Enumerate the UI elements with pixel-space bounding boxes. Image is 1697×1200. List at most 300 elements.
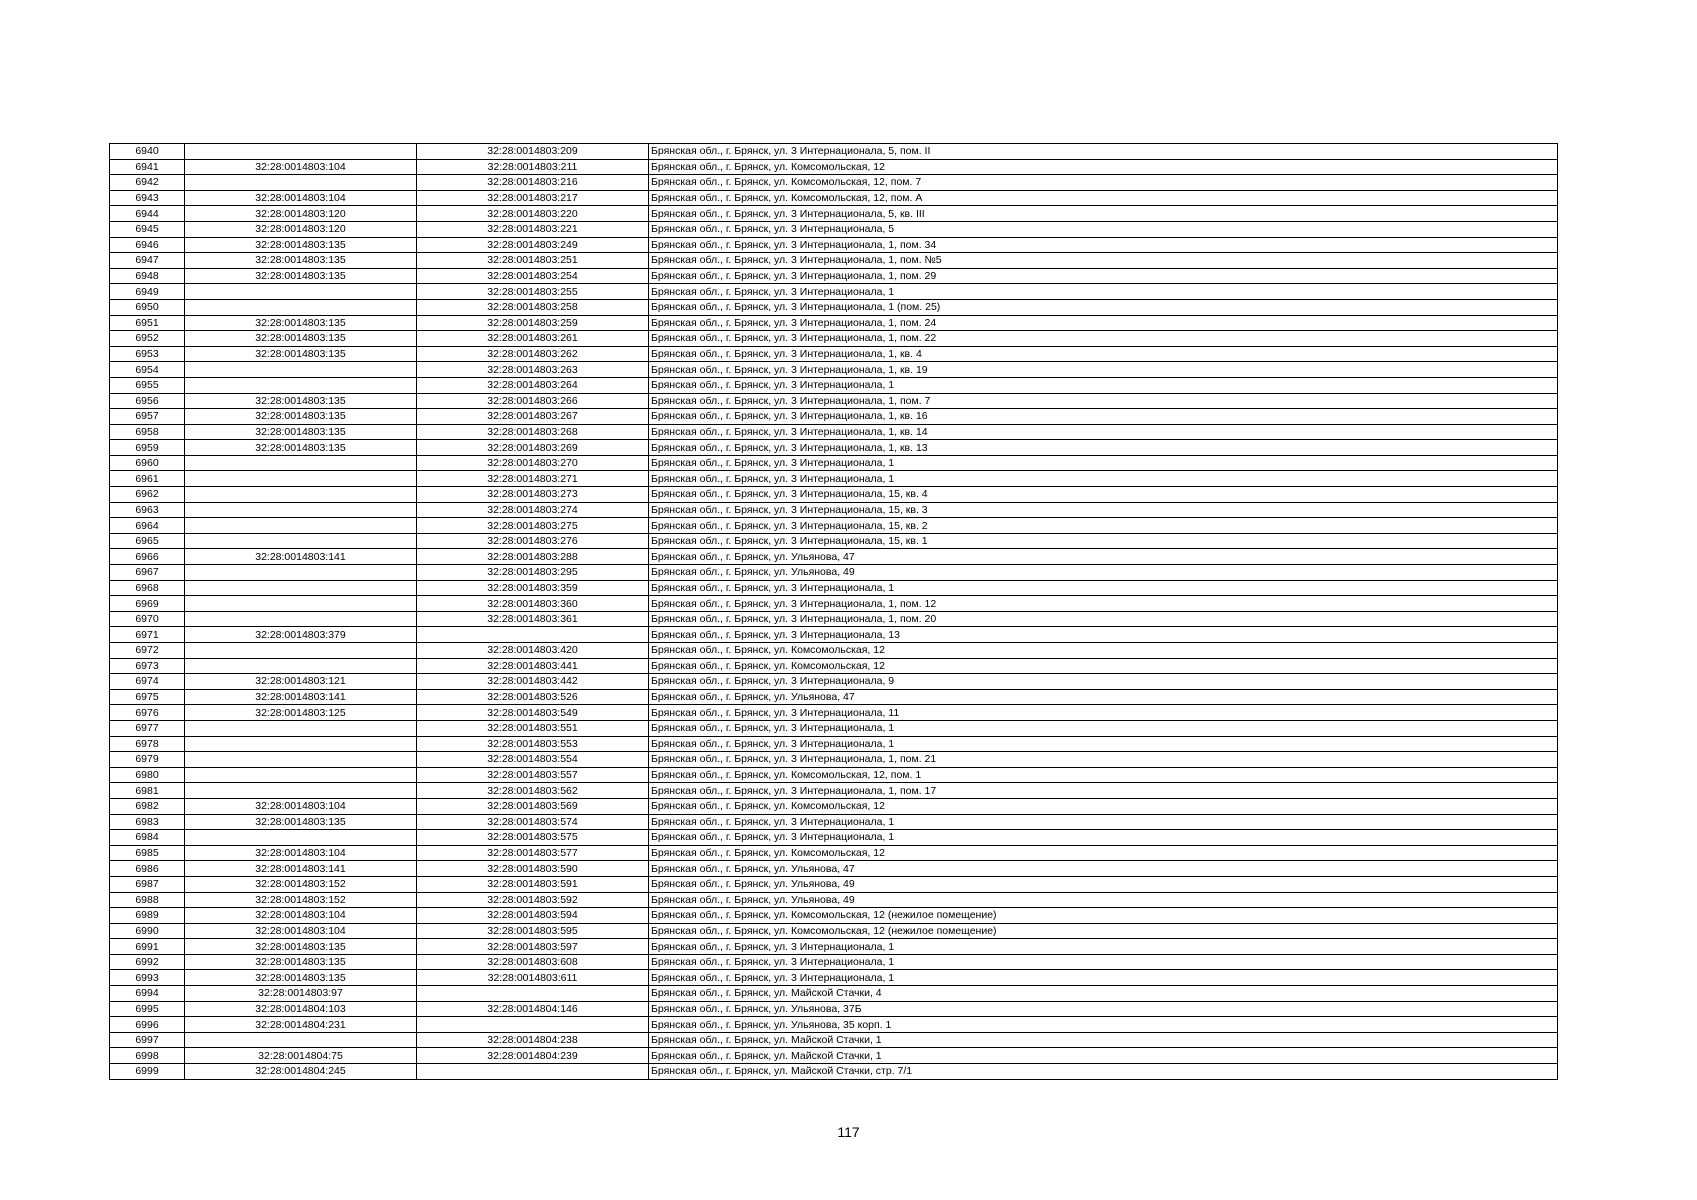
address-cell: Брянская обл., г. Брянск, ул. 3 Интернационала, 13	[649, 627, 1558, 643]
address-cell: Брянская обл., г. Брянск, ул. 3 Интернационала, 5, пом. II	[649, 144, 1558, 160]
object-number-cell: 32:28:0014803:597	[417, 939, 649, 955]
address-cell: Брянская обл., г. Брянск, ул. 3 Интернационала, 1, пом. 20	[649, 611, 1558, 627]
table-row	[110, 830, 1558, 846]
parcel-number-cell: 32:28:0014803:104	[185, 908, 417, 924]
address-cell: Брянская обл., г. Брянск, ул. Ульянова, 49	[649, 892, 1558, 908]
table-row	[110, 611, 1558, 627]
address-cell: Брянская обл., г. Брянск, ул. Комсомольская, 12, пом. 1	[649, 767, 1558, 783]
table-row	[110, 954, 1558, 970]
parcel-number-cell: 32:28:0014803:141	[185, 861, 417, 877]
address-cell: Брянская обл., г. Брянск, ул. Комсомольская, 12, пом. А	[649, 190, 1558, 206]
table-row	[110, 331, 1558, 347]
row-number-cell: 6993	[110, 970, 185, 986]
row-number-cell: 6957	[110, 409, 185, 425]
parcel-number-cell: 32:28:0014803:141	[185, 689, 417, 705]
object-number-cell: 32:28:0014803:592	[417, 892, 649, 908]
address-cell: Брянская обл., г. Брянск, ул. 3 Интернационала, 1	[649, 830, 1558, 846]
row-number-cell: 6962	[110, 487, 185, 503]
object-number-cell: 32:28:0014803:273	[417, 487, 649, 503]
parcel-number-cell	[185, 783, 417, 799]
address-cell: Брянская обл., г. Брянск, ул. 3 Интернационала, 1, пом. 7	[649, 393, 1558, 409]
address-cell: Брянская обл., г. Брянск, ул. 3 Интернационала, 1, пом. 34	[649, 237, 1558, 253]
row-number-cell: 6970	[110, 611, 185, 627]
address-cell: Брянская обл., г. Брянск, ул. 3 Интернационала, 11	[649, 705, 1558, 721]
object-number-cell: 32:28:0014803:359	[417, 580, 649, 596]
table-row	[110, 736, 1558, 752]
object-number-cell: 32:28:0014803:575	[417, 830, 649, 846]
parcel-number-cell	[185, 580, 417, 596]
parcel-number-cell: 32:28:0014803:135	[185, 440, 417, 456]
table-row	[110, 845, 1558, 861]
parcel-number-cell	[185, 830, 417, 846]
object-number-cell: 32:28:0014803:268	[417, 424, 649, 440]
row-number-cell: 6981	[110, 783, 185, 799]
table-row	[110, 939, 1558, 955]
table-row	[110, 674, 1558, 690]
parcel-number-cell	[185, 1032, 417, 1048]
table-row	[110, 970, 1558, 986]
parcel-number-cell: 32:28:0014803:141	[185, 549, 417, 565]
table-row	[110, 767, 1558, 783]
address-cell: Брянская обл., г. Брянск, ул. 3 Интернационала, 1, кв. 4	[649, 346, 1558, 362]
table-row	[110, 1048, 1558, 1064]
row-number-cell: 6959	[110, 440, 185, 456]
parcel-number-cell: 32:28:0014803:97	[185, 986, 417, 1002]
row-number-cell: 6982	[110, 798, 185, 814]
parcel-number-cell: 32:28:0014804:103	[185, 1001, 417, 1017]
row-number-cell: 6979	[110, 752, 185, 768]
object-number-cell: 32:28:0014803:217	[417, 190, 649, 206]
table-row	[110, 549, 1558, 565]
parcel-number-cell: 32:28:0014803:152	[185, 876, 417, 892]
table-row	[110, 440, 1558, 456]
address-cell: Брянская обл., г. Брянск, ул. 3 Интернационала, 1	[649, 814, 1558, 830]
row-number-cell: 6968	[110, 580, 185, 596]
address-cell: Брянская обл., г. Брянск, ул. 3 Интернационала, 9	[649, 674, 1558, 690]
row-number-cell: 6985	[110, 845, 185, 861]
object-number-cell: 32:28:0014803:360	[417, 596, 649, 612]
table-row	[110, 627, 1558, 643]
table-row	[110, 658, 1558, 674]
parcel-number-cell	[185, 533, 417, 549]
row-number-cell: 6969	[110, 596, 185, 612]
parcel-number-cell: 32:28:0014804:245	[185, 1064, 417, 1080]
row-number-cell: 6963	[110, 502, 185, 518]
parcel-number-cell: 32:28:0014803:135	[185, 331, 417, 347]
parcel-number-cell	[185, 767, 417, 783]
parcel-number-cell: 32:28:0014803:379	[185, 627, 417, 643]
address-cell: Брянская обл., г. Брянск, ул. Комсомольская, 12	[649, 643, 1558, 659]
object-number-cell: 32:28:0014803:526	[417, 689, 649, 705]
row-number-cell: 6954	[110, 362, 185, 378]
address-cell: Брянская обл., г. Брянск, ул. 3 Интернационала, 5	[649, 221, 1558, 237]
parcel-number-cell: 32:28:0014803:135	[185, 268, 417, 284]
parcel-number-cell: 32:28:0014803:135	[185, 954, 417, 970]
row-number-cell: 6951	[110, 315, 185, 331]
table-row	[110, 221, 1558, 237]
parcel-number-cell: 32:28:0014803:104	[185, 845, 417, 861]
row-number-cell: 6975	[110, 689, 185, 705]
table-row	[110, 643, 1558, 659]
parcel-number-cell: 32:28:0014803:152	[185, 892, 417, 908]
object-number-cell: 32:28:0014803:551	[417, 720, 649, 736]
address-cell: Брянская обл., г. Брянск, ул. Майской Стачки, 1	[649, 1048, 1558, 1064]
table-row	[110, 502, 1558, 518]
row-number-cell: 6990	[110, 923, 185, 939]
address-cell: Брянская обл., г. Брянск, ул. 3 Интернационала, 1, пом. 24	[649, 315, 1558, 331]
object-number-cell	[417, 1017, 649, 1033]
parcel-number-cell	[185, 643, 417, 659]
parcel-number-cell: 32:28:0014803:135	[185, 315, 417, 331]
row-number-cell: 6988	[110, 892, 185, 908]
row-number-cell: 6973	[110, 658, 185, 674]
row-number-cell: 6952	[110, 331, 185, 347]
object-number-cell: 32:28:0014803:557	[417, 767, 649, 783]
row-number-cell: 6940	[110, 144, 185, 160]
object-number-cell: 32:28:0014803:269	[417, 440, 649, 456]
row-number-cell: 6966	[110, 549, 185, 565]
address-cell: Брянская обл., г. Брянск, ул. 3 Интернационала, 1 (пом. 25)	[649, 299, 1558, 315]
address-cell: Брянская обл., г. Брянск, ул. Ульянова, 35 корп. 1	[649, 1017, 1558, 1033]
object-number-cell: 32:28:0014803:569	[417, 798, 649, 814]
parcel-number-cell	[185, 736, 417, 752]
table-row	[110, 206, 1558, 222]
table-row	[110, 565, 1558, 581]
row-number-cell: 6972	[110, 643, 185, 659]
address-cell: Брянская обл., г. Брянск, ул. Комсомольская, 12 (нежилое помещение)	[649, 908, 1558, 924]
parcel-number-cell: 32:28:0014804:231	[185, 1017, 417, 1033]
row-number-cell: 6995	[110, 1001, 185, 1017]
parcel-number-cell: 32:28:0014803:104	[185, 923, 417, 939]
row-number-cell: 6955	[110, 377, 185, 393]
parcel-number-cell	[185, 144, 417, 160]
object-number-cell: 32:28:0014803:288	[417, 549, 649, 565]
registry-table-body	[110, 144, 1558, 1080]
row-number-cell: 6983	[110, 814, 185, 830]
object-number-cell: 32:28:0014803:255	[417, 284, 649, 300]
parcel-number-cell: 32:28:0014803:121	[185, 674, 417, 690]
object-number-cell	[417, 627, 649, 643]
address-cell: Брянская обл., г. Брянск, ул. Ульянова, 47	[649, 549, 1558, 565]
object-number-cell: 32:28:0014803:574	[417, 814, 649, 830]
object-number-cell: 32:28:0014803:577	[417, 845, 649, 861]
table-row	[110, 783, 1558, 799]
object-number-cell: 32:28:0014803:274	[417, 502, 649, 518]
parcel-number-cell	[185, 284, 417, 300]
row-number-cell: 6971	[110, 627, 185, 643]
parcel-number-cell: 32:28:0014803:135	[185, 346, 417, 362]
table-row	[110, 471, 1558, 487]
object-number-cell: 32:28:0014803:591	[417, 876, 649, 892]
row-number-cell: 6991	[110, 939, 185, 955]
table-row	[110, 986, 1558, 1002]
object-number-cell: 32:28:0014803:216	[417, 175, 649, 191]
object-number-cell: 32:28:0014803:266	[417, 393, 649, 409]
address-cell: Брянская обл., г. Брянск, ул. 3 Интернационала, 15, кв. 4	[649, 487, 1558, 503]
parcel-number-cell	[185, 518, 417, 534]
object-number-cell: 32:28:0014803:295	[417, 565, 649, 581]
parcel-number-cell: 32:28:0014803:104	[185, 190, 417, 206]
address-cell: Брянская обл., г. Брянск, ул. 3 Интернационала, 1, пом. 12	[649, 596, 1558, 612]
table-row	[110, 268, 1558, 284]
table-row	[110, 1064, 1558, 1080]
row-number-cell: 6944	[110, 206, 185, 222]
parcel-number-cell: 32:28:0014803:135	[185, 424, 417, 440]
object-number-cell: 32:28:0014803:590	[417, 861, 649, 877]
object-number-cell: 32:28:0014803:608	[417, 954, 649, 970]
object-number-cell: 32:28:0014803:553	[417, 736, 649, 752]
table-row	[110, 752, 1558, 768]
address-cell: Брянская обл., г. Брянск, ул. 3 Интернационала, 1	[649, 954, 1558, 970]
parcel-number-cell	[185, 658, 417, 674]
row-number-cell: 6942	[110, 175, 185, 191]
row-number-cell: 6999	[110, 1064, 185, 1080]
parcel-number-cell	[185, 611, 417, 627]
row-number-cell: 6997	[110, 1032, 185, 1048]
row-number-cell: 6984	[110, 830, 185, 846]
address-cell: Брянская обл., г. Брянск, ул. 3 Интернационала, 1, пом. 29	[649, 268, 1558, 284]
object-number-cell: 32:28:0014803:442	[417, 674, 649, 690]
row-number-cell: 6956	[110, 393, 185, 409]
parcel-number-cell	[185, 471, 417, 487]
row-number-cell: 6943	[110, 190, 185, 206]
parcel-number-cell: 32:28:0014803:120	[185, 206, 417, 222]
object-number-cell: 32:28:0014804:146	[417, 1001, 649, 1017]
object-number-cell: 32:28:0014803:267	[417, 409, 649, 425]
object-number-cell: 32:28:0014803:271	[417, 471, 649, 487]
table-row	[110, 487, 1558, 503]
address-cell: Брянская обл., г. Брянск, ул. Комсомольская, 12, пом. 7	[649, 175, 1558, 191]
row-number-cell: 6950	[110, 299, 185, 315]
object-number-cell: 32:28:0014803:258	[417, 299, 649, 315]
parcel-number-cell: 32:28:0014804:75	[185, 1048, 417, 1064]
object-number-cell: 32:28:0014803:270	[417, 455, 649, 471]
address-cell: Брянская обл., г. Брянск, ул. 3 Интернационала, 1	[649, 377, 1558, 393]
table-row	[110, 923, 1558, 939]
address-cell: Брянская обл., г. Брянск, ул. 3 Интернационала, 15, кв. 1	[649, 533, 1558, 549]
row-number-cell: 6947	[110, 253, 185, 269]
parcel-number-cell: 32:28:0014803:104	[185, 798, 417, 814]
address-cell: Брянская обл., г. Брянск, ул. 3 Интернационала, 1	[649, 471, 1558, 487]
address-cell: Брянская обл., г. Брянск, ул. Комсомольская, 12	[649, 798, 1558, 814]
address-cell: Брянская обл., г. Брянск, ул. Ульянова, 37Б	[649, 1001, 1558, 1017]
address-cell: Брянская обл., г. Брянск, ул. 3 Интернационала, 1	[649, 939, 1558, 955]
address-cell: Брянская обл., г. Брянск, ул. Ульянова, 47	[649, 689, 1558, 705]
parcel-number-cell	[185, 299, 417, 315]
object-number-cell: 32:28:0014803:263	[417, 362, 649, 378]
address-cell: Брянская обл., г. Брянск, ул. 3 Интернационала, 1	[649, 455, 1558, 471]
address-cell: Брянская обл., г. Брянск, ул. Комсомольская, 12	[649, 159, 1558, 175]
row-number-cell: 6960	[110, 455, 185, 471]
table-row	[110, 377, 1558, 393]
parcel-number-cell	[185, 720, 417, 736]
row-number-cell: 6941	[110, 159, 185, 175]
parcel-number-cell	[185, 377, 417, 393]
table-row	[110, 1032, 1558, 1048]
table-row	[110, 596, 1558, 612]
parcel-number-cell: 32:28:0014803:135	[185, 970, 417, 986]
row-number-cell: 6958	[110, 424, 185, 440]
table-row	[110, 908, 1558, 924]
parcel-number-cell	[185, 565, 417, 581]
address-cell: Брянская обл., г. Брянск, ул. 3 Интернационала, 1, кв. 19	[649, 362, 1558, 378]
object-number-cell: 32:28:0014803:595	[417, 923, 649, 939]
parcel-number-cell: 32:28:0014803:135	[185, 409, 417, 425]
table-row	[110, 393, 1558, 409]
row-number-cell: 6998	[110, 1048, 185, 1064]
parcel-number-cell	[185, 175, 417, 191]
table-row	[110, 892, 1558, 908]
row-number-cell: 6978	[110, 736, 185, 752]
address-cell: Брянская обл., г. Брянск, ул. Майской Стачки, стр. 7/1	[649, 1064, 1558, 1080]
row-number-cell: 6977	[110, 720, 185, 736]
address-cell: Брянская обл., г. Брянск, ул. 3 Интернационала, 15, кв. 3	[649, 502, 1558, 518]
object-number-cell: 32:28:0014803:262	[417, 346, 649, 362]
table-row	[110, 409, 1558, 425]
row-number-cell: 6948	[110, 268, 185, 284]
table-row	[110, 175, 1558, 191]
object-number-cell: 32:28:0014803:441	[417, 658, 649, 674]
address-cell: Брянская обл., г. Брянск, ул. 3 Интернационала, 1	[649, 970, 1558, 986]
parcel-number-cell	[185, 752, 417, 768]
parcel-number-cell: 32:28:0014803:135	[185, 253, 417, 269]
row-number-cell: 6996	[110, 1017, 185, 1033]
row-number-cell: 6994	[110, 986, 185, 1002]
row-number-cell: 6980	[110, 767, 185, 783]
table-row	[110, 1001, 1558, 1017]
object-number-cell: 32:28:0014803:259	[417, 315, 649, 331]
address-cell: Брянская обл., г. Брянск, ул. Комсомольская, 12	[649, 845, 1558, 861]
parcel-number-cell: 32:28:0014803:135	[185, 237, 417, 253]
table-row	[110, 190, 1558, 206]
object-number-cell: 32:28:0014803:276	[417, 533, 649, 549]
table-row	[110, 580, 1558, 596]
parcel-number-cell	[185, 487, 417, 503]
address-cell: Брянская обл., г. Брянск, ул. 3 Интернационала, 1, пом. 22	[649, 331, 1558, 347]
address-cell: Брянская обл., г. Брянск, ул. Ульянова, 49	[649, 565, 1558, 581]
table-row	[110, 315, 1558, 331]
object-number-cell: 32:28:0014803:220	[417, 206, 649, 222]
address-cell: Брянская обл., г. Брянск, ул. 3 Интернационала, 1, кв. 14	[649, 424, 1558, 440]
row-number-cell: 6961	[110, 471, 185, 487]
address-cell: Брянская обл., г. Брянск, ул. 3 Интернационала, 1, пом. 17	[649, 783, 1558, 799]
table-row	[110, 237, 1558, 253]
parcel-number-cell	[185, 362, 417, 378]
address-cell: Брянская обл., г. Брянск, ул. Майской Стачки, 1	[649, 1032, 1558, 1048]
row-number-cell: 6987	[110, 876, 185, 892]
row-number-cell: 6965	[110, 533, 185, 549]
object-number-cell: 32:28:0014803:251	[417, 253, 649, 269]
parcel-number-cell: 32:28:0014803:125	[185, 705, 417, 721]
parcel-number-cell: 32:28:0014803:104	[185, 159, 417, 175]
table-row	[110, 424, 1558, 440]
object-number-cell: 32:28:0014804:238	[417, 1032, 649, 1048]
table-row	[110, 144, 1558, 160]
address-cell: Брянская обл., г. Брянск, ул. 3 Интернационала, 5, кв. III	[649, 206, 1558, 222]
object-number-cell: 32:28:0014804:239	[417, 1048, 649, 1064]
address-cell: Брянская обл., г. Брянск, ул. Майской Стачки, 4	[649, 986, 1558, 1002]
object-number-cell: 32:28:0014803:562	[417, 783, 649, 799]
object-number-cell: 32:28:0014803:594	[417, 908, 649, 924]
address-cell: Брянская обл., г. Брянск, ул. 3 Интернационала, 1	[649, 720, 1558, 736]
row-number-cell: 6967	[110, 565, 185, 581]
object-number-cell: 32:28:0014803:554	[417, 752, 649, 768]
row-number-cell: 6946	[110, 237, 185, 253]
object-number-cell: 32:28:0014803:254	[417, 268, 649, 284]
address-cell: Брянская обл., г. Брянск, ул. Ульянова, 47	[649, 861, 1558, 877]
parcel-number-cell: 32:28:0014803:120	[185, 221, 417, 237]
row-number-cell: 6945	[110, 221, 185, 237]
table-row	[110, 299, 1558, 315]
object-number-cell: 32:28:0014803:211	[417, 159, 649, 175]
address-cell: Брянская обл., г. Брянск, ул. 3 Интернационала, 1, пом. №5	[649, 253, 1558, 269]
object-number-cell: 32:28:0014803:264	[417, 377, 649, 393]
address-cell: Брянская обл., г. Брянск, ул. 3 Интернационала, 1, кв. 13	[649, 440, 1558, 456]
parcel-number-cell: 32:28:0014803:135	[185, 814, 417, 830]
parcel-number-cell	[185, 596, 417, 612]
table-row	[110, 518, 1558, 534]
object-number-cell: 32:28:0014803:420	[417, 643, 649, 659]
address-cell: Брянская обл., г. Брянск, ул. 3 Интернационала, 1, пом. 21	[649, 752, 1558, 768]
address-cell: Брянская обл., г. Брянск, ул. 3 Интернационала, 1	[649, 736, 1558, 752]
parcel-number-cell	[185, 455, 417, 471]
table-row	[110, 455, 1558, 471]
address-cell: Брянская обл., г. Брянск, ул. 3 Интернационала, 15, кв. 2	[649, 518, 1558, 534]
table-row	[110, 814, 1558, 830]
address-cell: Брянская обл., г. Брянск, ул. Комсомольская, 12	[649, 658, 1558, 674]
table-row	[110, 861, 1558, 877]
table-row	[110, 362, 1558, 378]
table-row	[110, 720, 1558, 736]
row-number-cell: 6976	[110, 705, 185, 721]
object-number-cell: 32:28:0014803:221	[417, 221, 649, 237]
row-number-cell: 6992	[110, 954, 185, 970]
object-number-cell: 32:28:0014803:261	[417, 331, 649, 347]
row-number-cell: 6949	[110, 284, 185, 300]
table-row	[110, 346, 1558, 362]
table-row	[110, 798, 1558, 814]
address-cell: Брянская обл., г. Брянск, ул. 3 Интернационала, 1	[649, 580, 1558, 596]
address-cell: Брянская обл., г. Брянск, ул. 3 Интернационала, 1, кв. 16	[649, 409, 1558, 425]
object-number-cell: 32:28:0014803:275	[417, 518, 649, 534]
table-row	[110, 705, 1558, 721]
object-number-cell: 32:28:0014803:549	[417, 705, 649, 721]
parcel-number-cell: 32:28:0014803:135	[185, 393, 417, 409]
table-row	[110, 1017, 1558, 1033]
table-row	[110, 876, 1558, 892]
object-number-cell	[417, 1064, 649, 1080]
parcel-number-cell: 32:28:0014803:135	[185, 939, 417, 955]
object-number-cell: 32:28:0014803:361	[417, 611, 649, 627]
row-number-cell: 6953	[110, 346, 185, 362]
table-row	[110, 159, 1558, 175]
parcel-number-cell	[185, 502, 417, 518]
row-number-cell: 6964	[110, 518, 185, 534]
row-number-cell: 6986	[110, 861, 185, 877]
table-row	[110, 253, 1558, 269]
object-number-cell: 32:28:0014803:209	[417, 144, 649, 160]
address-cell: Брянская обл., г. Брянск, ул. 3 Интернационала, 1	[649, 284, 1558, 300]
table-row	[110, 284, 1558, 300]
registry-table	[109, 143, 1558, 1080]
object-number-cell: 32:28:0014803:249	[417, 237, 649, 253]
table-row	[110, 533, 1558, 549]
page-number: 117	[837, 1124, 860, 1140]
object-number-cell: 32:28:0014803:611	[417, 970, 649, 986]
row-number-cell: 6974	[110, 674, 185, 690]
row-number-cell: 6989	[110, 908, 185, 924]
object-number-cell	[417, 986, 649, 1002]
